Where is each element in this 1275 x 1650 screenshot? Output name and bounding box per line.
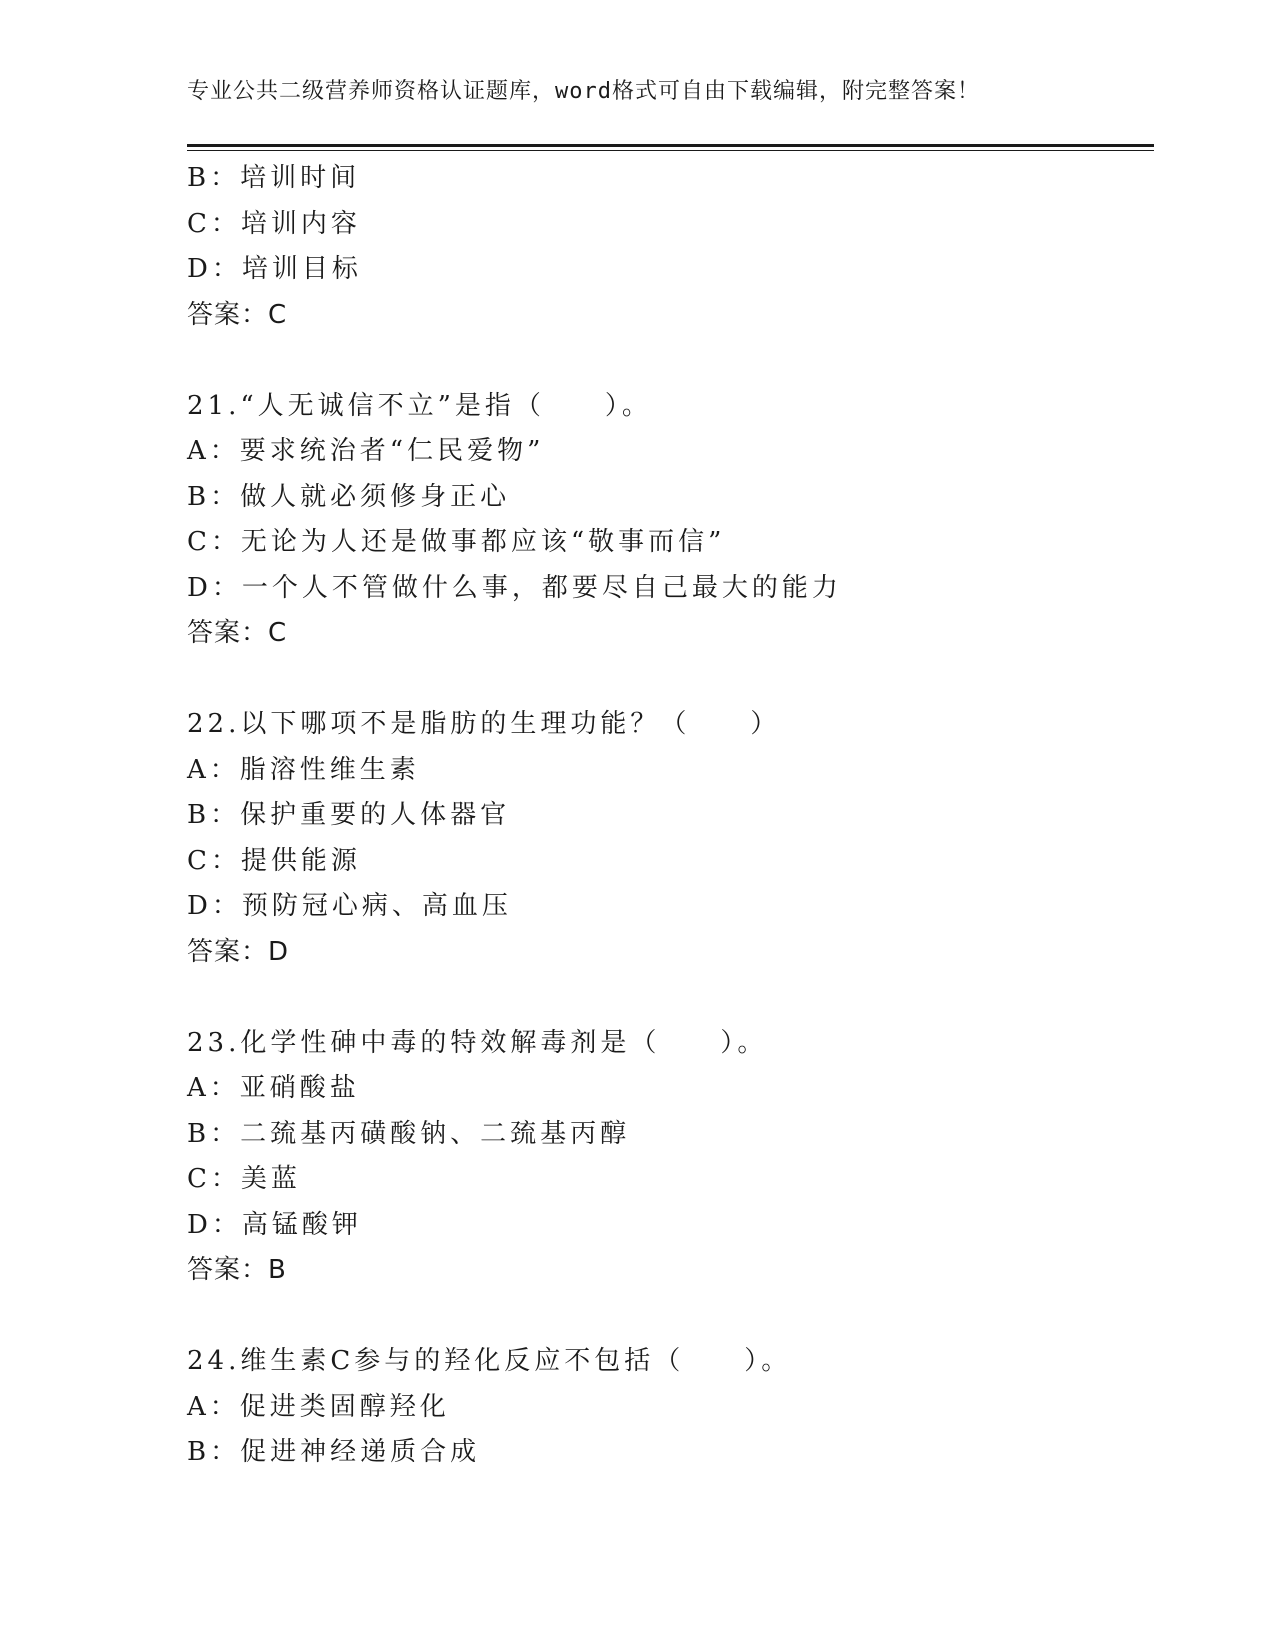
spacer xyxy=(187,1294,1154,1340)
spacer xyxy=(187,975,1154,1021)
answer-line: 答案：C xyxy=(187,618,288,648)
option-d: D：培训目标 xyxy=(187,254,362,284)
question-stem: 24.维生素C参与的羟化反应不包括（ ）。 xyxy=(187,1346,792,1376)
option-b: B：二巯基丙磺酸钠、二巯基丙醇 xyxy=(187,1118,631,1149)
answer-line: 答案：C xyxy=(187,299,288,330)
option-c: C：无论为人还是做事都应该“敬事而信” xyxy=(187,527,726,557)
option-d: D：一个人不管做什么事，都要尽自己最大的能力 xyxy=(187,572,842,603)
option-b: B：保护重要的人体器官 xyxy=(187,800,511,830)
question-stem: 22.以下哪项不是脂肪的生理功能？（ ） xyxy=(187,709,781,739)
spacer xyxy=(187,338,1154,384)
option-b: B：做人就必须修身正心 xyxy=(187,481,511,512)
option-a: A：促进类固醇羟化 xyxy=(187,1391,450,1422)
option-b: B：培训时间 xyxy=(187,163,361,193)
option-c: C：提供能源 xyxy=(187,845,361,876)
option-a: A：亚硝酸盐 xyxy=(187,1073,360,1103)
question-stem: 21.“人无诚信不立”是指（ ）。 xyxy=(187,390,652,421)
option-b: B：促进神经递质合成 xyxy=(187,1437,481,1467)
option-c: C：培训内容 xyxy=(187,208,361,239)
option-a: A：要求统治者“仁民爱物” xyxy=(187,436,545,466)
document-header: 专业公共二级营养师资格认证题库，word格式可自由下载编辑，附完整答案！ xyxy=(187,79,980,104)
option-d: D：高锰酸钾 xyxy=(187,1209,362,1240)
answer-line: 答案：B xyxy=(187,1255,287,1285)
question-list xyxy=(187,156,1154,1476)
header-rule-thin xyxy=(187,150,1154,151)
option-d: D：预防冠心病、高血压 xyxy=(187,891,512,921)
question-stem: 23.化学性砷中毒的特效解毒剂是（ ）。 xyxy=(187,1027,768,1058)
answer-line: 答案：D xyxy=(187,936,290,967)
option-a: A：脂溶性维生素 xyxy=(187,754,420,785)
option-c: C：美蓝 xyxy=(187,1164,301,1194)
spacer xyxy=(187,657,1154,703)
header-rule-thick xyxy=(187,144,1154,147)
